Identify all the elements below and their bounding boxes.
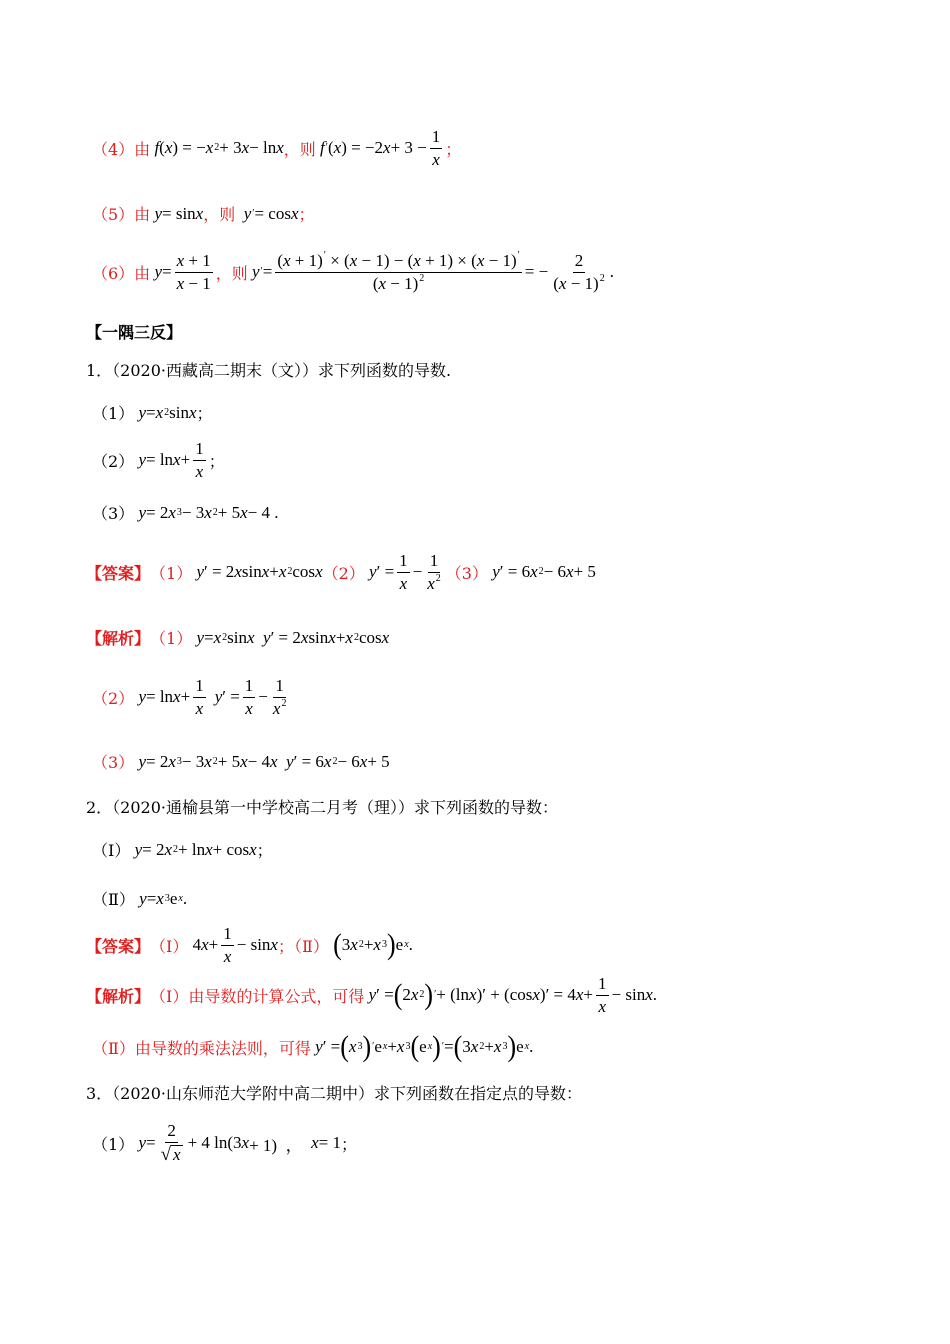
line-5-label: （5）由 [92, 205, 151, 224]
line-5-derivative: y ′ = cos x [243, 203, 299, 223]
solution-label: 【解析】 [86, 629, 151, 648]
solution-1-part1: 【解析】 （1） y = x 2 sin x y ′ = 2 x sin x + x 2 cos x [86, 627, 390, 648]
line-4-label: （4）由 [92, 139, 151, 159]
answer-1: 【答案】 （1） y ′ = 2 x sin x + x 2 cos x （2） y ′ = $\frac{1}{x}$ − $\frac{1}{x^2}$ （3） y ′ = 6 x 2 − 6 x + 5 [86, 551, 596, 593]
solution-1-part2: （2） y = ln x + $\frac{1}{x}$ y ′ = $\frac{1}{x}$ − $\frac{1}{x^2}$ [92, 676, 287, 718]
line-6 [92, 252, 614, 293]
q3-title: 3．（2020·山东师范大学附中高二期中）求下列函数在指定点的导数： [86, 1084, 582, 1103]
line-6-function: y = $\frac{x + 1}{x - 1}$ [154, 251, 211, 293]
line-4-function: f ( x ) = − x 2 + 3 x − ln x [154, 138, 284, 158]
line-4: （4）由 f ( x ) = − x 2 + 3 x − ln x ，则 f ′ ( x ) = −2 x + 3 − $\frac{1}{x}$ ； [92, 127, 462, 169]
q1-part2: （2） y = ln x + $\frac{1}{x}$ ； [92, 439, 225, 481]
line-5: （5）由 y = sin x ，则 y ′ = cos x ； [92, 203, 315, 224]
answer-label: 【答案】 [86, 563, 151, 583]
q1-part3: （3） y = 2 x 3 − 3 x 2 + 5 x − 4 . [92, 502, 279, 523]
solution-2-part2: （Ⅱ）由导数的乘法法则，可得 y ′ = ( x 3 ) ′ e x + x 3 ( e x ) ′ = ( 3 x 2 + x 3 ) e x . [92, 1029, 534, 1064]
q1-part1: （1） y = x 2 sin x ； [92, 402, 213, 423]
solution-2-part1: 【解析】 （Ⅰ）由导数的计算公式，可得 y ′ = ( 2 x 2 ) ′ + (ln x )′ + (cos x )′ = 4 x + $\frac{1}{x}$ − sin x . [86, 974, 657, 1016]
q3-part1: （1） y = 2 √ x + 4 ln(3 x + 1) ， x = 1 ； [92, 1121, 357, 1165]
line-6-then: ，则 [215, 263, 248, 283]
q2-title: 2．（2020·通榆县第一中学校高二月考（理））求下列函数的导数： [86, 798, 558, 817]
answer-2: 【答案】 （Ⅰ） 4 x + $\frac{1}{x}$ − sin x ；（Ⅱ） ( 3 x 2 + x 3 ) e x . [86, 924, 413, 966]
line-4-then: ，则 [283, 139, 316, 159]
line-5-function: y = sin x [154, 203, 204, 223]
solution-1-part3: （3） y = 2 x 3 − 3 x 2 + 5 x − 4 x y ′ = 6 x 2 − 6 x + 5 [92, 751, 390, 772]
line-6-derivative: y ′ = $\frac{(x + 1)' \times (x - 1) - (x + 1) \times (x - 1)'}{(x - 1)^2}$ = − $\frac{2}{(x - 1)^2}$ . [251, 250, 614, 293]
q1-title: 1．（2020·西藏高二期末（文））求下列函数的导数. [86, 361, 452, 380]
line-6-label: （6）由 [92, 263, 151, 283]
q2-part1: （Ⅰ） y = 2 x 2 + ln x + cos x ； [92, 839, 273, 860]
line-5-then: ，则 [203, 205, 236, 224]
q2-part2: （Ⅱ） y = x 3 e x . [92, 888, 188, 909]
line-4-derivative: f ′ ( x ) = −2 x + 3 − $\frac{1}{x}$ [320, 127, 441, 169]
section-title: 【一隅三反】 [86, 323, 183, 342]
